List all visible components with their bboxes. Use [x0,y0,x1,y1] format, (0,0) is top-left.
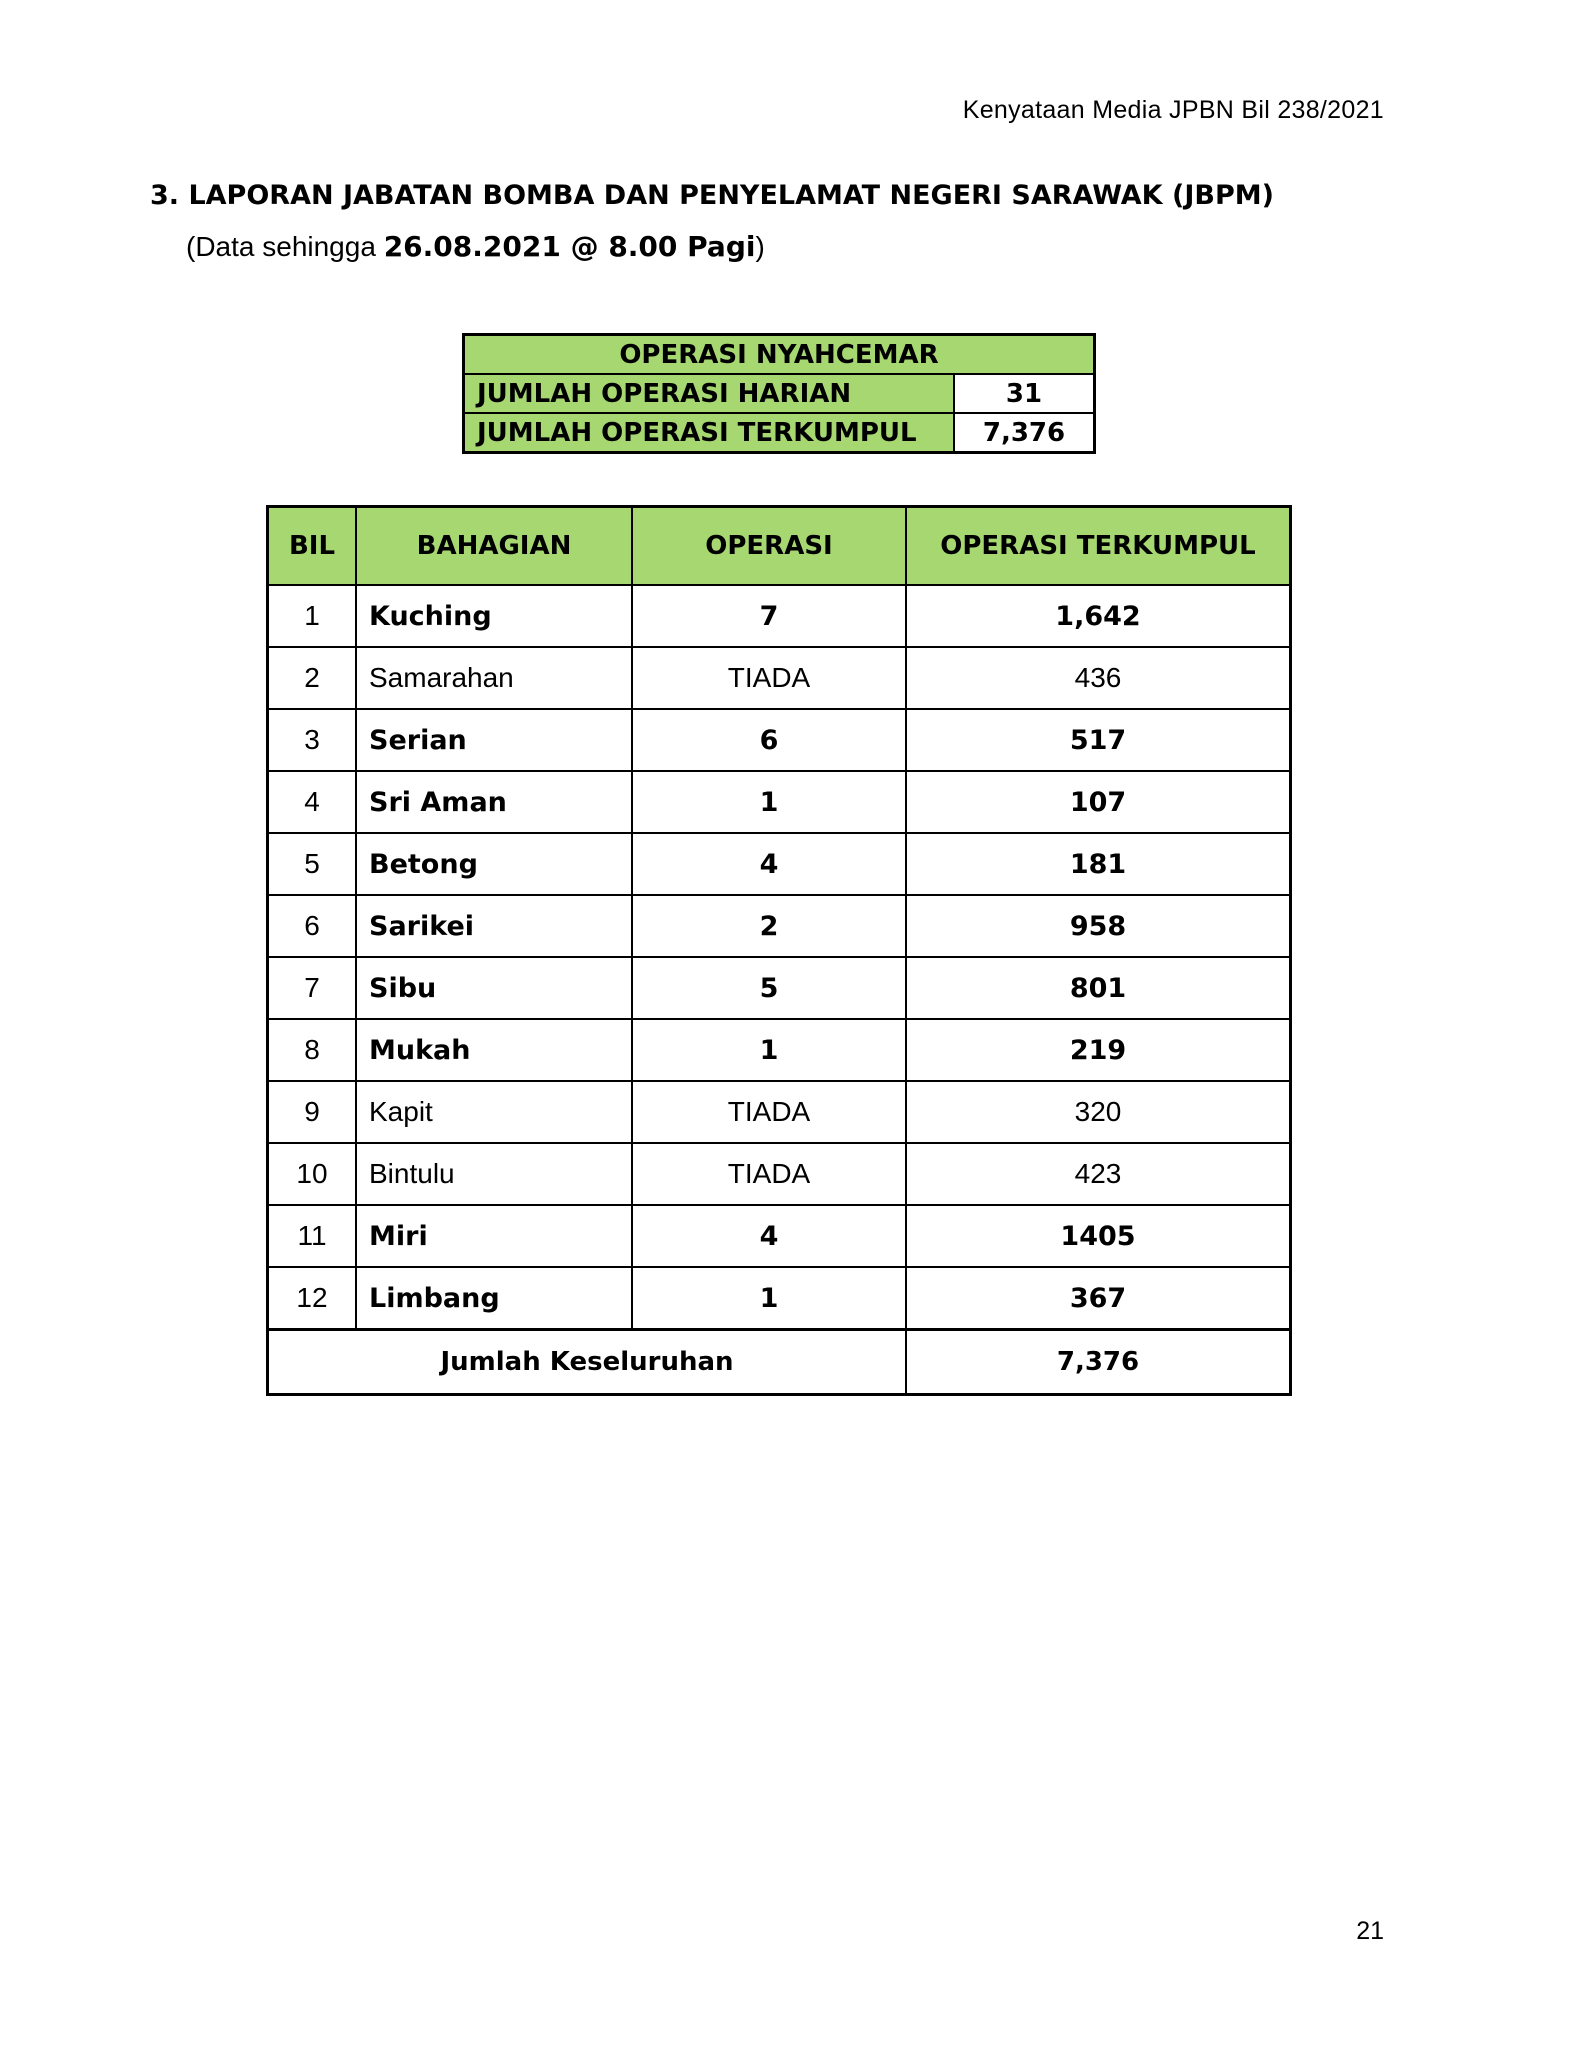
section-title: 3. LAPORAN JABATAN BOMBA DAN PENYELAMAT NEGERI SARAWAK (JBPM) [150,180,1274,211]
cell-operasi: 1 [632,1019,906,1081]
cell-bahagian: Miri [356,1205,632,1267]
cell-operasi: 5 [632,957,906,1019]
summary-header-row [464,335,1095,375]
header-bil: BIL [268,507,357,586]
cell-bahagian: Sarikei [356,895,632,957]
table-row [268,1267,1291,1330]
cell-bil: 9 [268,1081,357,1143]
cell-bahagian: Kuching [356,585,632,647]
summary-value: 7,376 [954,413,1095,453]
cell-terkumpul: 181 [906,833,1291,895]
cell-bil: 1 [268,585,357,647]
cell-terkumpul: 1405 [906,1205,1291,1267]
cell-terkumpul: 517 [906,709,1291,771]
header-operasi: OPERASI [632,507,906,586]
cell-bahagian: Limbang [356,1267,632,1330]
summary-row-cumulative [464,413,1095,453]
cell-bahagian: Mukah [356,1019,632,1081]
table-row [268,957,1291,1019]
summary-title: OPERASI NYAHCEMAR [464,335,1095,375]
summary-row-daily [464,374,1095,413]
cell-bahagian: Serian [356,709,632,771]
cell-bahagian: Kapit [356,1081,632,1143]
table-row [268,1143,1291,1205]
subtitle-prefix: (Data sehingga [186,231,384,262]
summary-label: JUMLAH OPERASI HARIAN [464,374,955,413]
table-row [268,585,1291,647]
cell-bil: 3 [268,709,357,771]
cell-terkumpul: 320 [906,1081,1291,1143]
table-row [268,709,1291,771]
cell-bil: 10 [268,1143,357,1205]
summary-label: JUMLAH OPERASI TERKUMPUL [464,413,955,453]
table-row [268,1019,1291,1081]
header-terkumpul: OPERASI TERKUMPUL [906,507,1291,586]
cell-terkumpul: 1,642 [906,585,1291,647]
cell-bil: 2 [268,647,357,709]
total-row [268,1330,1291,1395]
cell-terkumpul: 367 [906,1267,1291,1330]
cell-bil: 5 [268,833,357,895]
cell-bil: 11 [268,1205,357,1267]
cell-operasi: 7 [632,585,906,647]
cell-operasi: TIADA [632,647,906,709]
subtitle-suffix: ) [755,231,765,262]
document-reference: Kenyataan Media JPBN Bil 238/2021 [962,96,1384,124]
table-row [268,833,1291,895]
page-number: 21 [1356,1917,1384,1945]
table-row [268,895,1291,957]
table-header-row [268,507,1291,586]
header-bahagian: BAHAGIAN [356,507,632,586]
cell-bil: 4 [268,771,357,833]
cell-terkumpul: 423 [906,1143,1291,1205]
cell-operasi: TIADA [632,1081,906,1143]
cell-operasi: TIADA [632,1143,906,1205]
summary-table [462,333,1096,454]
cell-bil: 12 [268,1267,357,1330]
cell-bahagian: Sibu [356,957,632,1019]
cell-bil: 6 [268,895,357,957]
cell-terkumpul: 436 [906,647,1291,709]
table-row [268,771,1291,833]
operations-table [266,505,1292,1396]
cell-operasi: 1 [632,771,906,833]
table-row [268,1081,1291,1143]
table-row [268,647,1291,709]
cell-operasi: 4 [632,1205,906,1267]
cell-bahagian: Sri Aman [356,771,632,833]
cell-bil: 8 [268,1019,357,1081]
cell-operasi: 2 [632,895,906,957]
cell-terkumpul: 107 [906,771,1291,833]
cell-bahagian: Betong [356,833,632,895]
cell-terkumpul: 219 [906,1019,1291,1081]
cell-terkumpul: 801 [906,957,1291,1019]
subtitle-date: 26.08.2021 @ 8.00 Pagi [383,230,756,263]
section-subtitle [186,230,765,263]
summary-value: 31 [954,374,1095,413]
cell-terkumpul: 958 [906,895,1291,957]
total-label: Jumlah Keseluruhan [268,1330,907,1395]
total-value: 7,376 [906,1330,1291,1395]
table-row [268,1205,1291,1267]
cell-operasi: 6 [632,709,906,771]
cell-bil: 7 [268,957,357,1019]
cell-operasi: 4 [632,833,906,895]
cell-bahagian: Samarahan [356,647,632,709]
cell-bahagian: Bintulu [356,1143,632,1205]
cell-operasi: 1 [632,1267,906,1330]
